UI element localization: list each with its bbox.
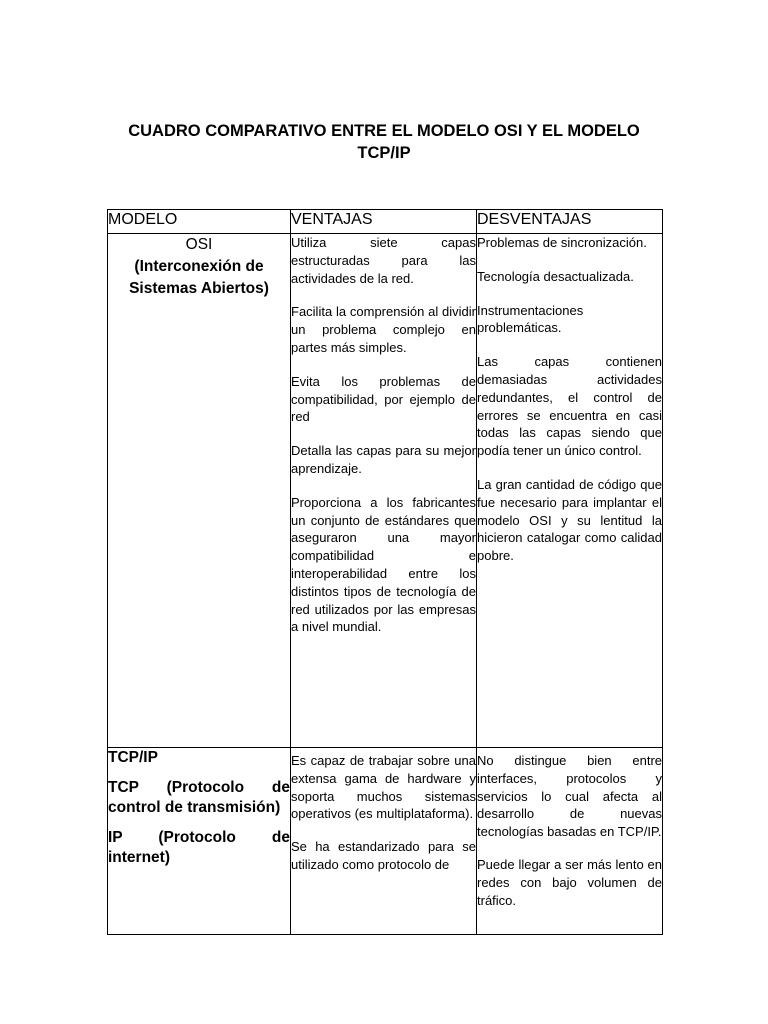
desventaja-item: Las capas contienen demasiadas actividades redundantes, el control de errores se encuentra en casi todas las capas siendo que podía tener un único control. xyxy=(477,354,662,459)
desventaja-item: Instrumentaciones problemáticas. xyxy=(477,302,584,336)
model-detail: (Interconexión de Sistemas Abiertos) xyxy=(129,258,269,297)
ventaja-item: Detalla las capas para su mejor aprendizaje. xyxy=(291,443,476,476)
ventaja-item: Evita los problemas de compatibilidad, por ejemplo de red xyxy=(291,373,476,425)
header-desventajas: DESVENTAJAS xyxy=(477,210,663,234)
desventajas-cell-tcpip xyxy=(477,748,663,935)
desventajas-cell-osi xyxy=(477,234,663,748)
desventaja-item: Problemas de sincronización. xyxy=(477,235,647,250)
table-header-row xyxy=(108,210,663,234)
ventajas-cell-osi xyxy=(291,234,477,748)
model-name: OSI xyxy=(185,236,213,253)
ventaja-item: Proporciona a los fabricantes un conjunto de estándares que aseguraron una mayor compatibilidad e interoperabilidad entre los distintos tipos de tecnología de red utilizados por las empresas a nivel mundial. xyxy=(291,494,476,635)
model-cell-tcpip xyxy=(108,748,291,935)
desventaja-item: Puede llegar a ser más lento en redes con bajo volumen de tráfico. xyxy=(477,856,662,908)
table-row-osi xyxy=(108,234,663,748)
desventaja-item: La gran cantidad de código que fue necesario para implantar el modelo OSI y su lentitud la hicieron catalogar como calidad pobre. xyxy=(477,476,662,564)
document-title: CUADRO COMPARATIVO ENTRE EL MODELO OSI Y EL MODELO TCP/IP xyxy=(128,122,640,162)
ventaja-item: Facilita la comprensión al dividir un problema complejo en partes más simples. xyxy=(291,304,476,355)
comparison-table xyxy=(107,209,663,935)
ventaja-item: Utiliza siete capas estructuradas para las actividades de la red. xyxy=(291,235,476,286)
model-detail: IP (Protocolo de internet) xyxy=(108,829,290,866)
ventaja-item: Es capaz de trabajar sobre una extensa gama de hardware y soporta muchos sistemas operativos (es multiplataforma). xyxy=(291,753,476,822)
header-ventajas: VENTAJAS xyxy=(291,210,477,234)
ventaja-item: Se ha estandarizado para se utilizado como protocolo de xyxy=(291,839,476,872)
desventaja-item: Tecnología desactualizada. xyxy=(477,268,634,284)
ventajas-cell-tcpip xyxy=(291,748,477,935)
table-row-tcpip xyxy=(108,748,663,935)
desventaja-item: No distingue bien entre interfaces, protocolos y servicios lo cual afecta al desarrollo de nuevas tecnologías basadas en TCP/IP. xyxy=(477,753,662,840)
model-cell-osi xyxy=(108,234,291,748)
header-modelo: MODELO xyxy=(108,210,291,234)
model-name: TCP/IP xyxy=(108,749,158,766)
model-detail: TCP (Protocolo de control de transmisión) xyxy=(108,779,290,816)
